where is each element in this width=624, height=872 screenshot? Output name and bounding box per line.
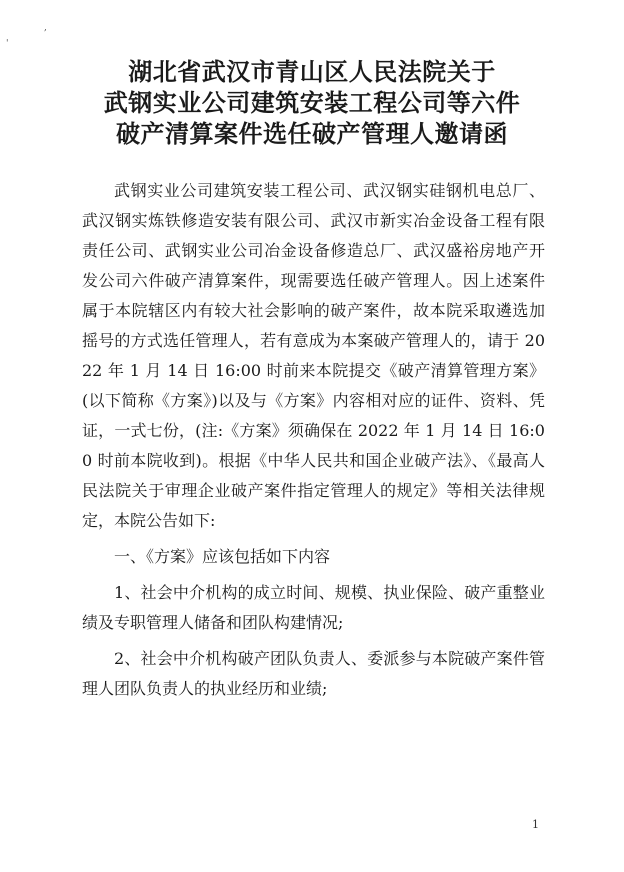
scan-speck: , bbox=[44, 23, 47, 33]
list-item: 2、社会中介机构破产团队负责人、委派参与本院破产案件管理人团队负责人的执业经历和业绩; bbox=[82, 649, 545, 698]
section-heading: 一、《方案》应该包括如下内容 bbox=[114, 547, 331, 566]
list-item: 1、社会中介机构的成立时间、规模、执业保险、破产重整业绩及专职管理人储备和团队构建情况; bbox=[82, 583, 545, 632]
scan-speck: ' bbox=[6, 39, 9, 49]
intro-paragraph: 武钢实业公司建筑安装工程公司、武汉钢实硅钢机电总厂、武汉钢实炼铁修造安装有限公司、武汉市新实冶金设备工程有限责任公司、武钢实业公司冶金设备修造总厂、武汉盛裕房地产开发公司六件破产清算案件，现需要选任破产管理人。因上述案件属于本院辖区内有较大社会影响的破产案件，故本院采取遴选加摇号的方式选任管理人，若有意成为本案破产管理人的，请于 2022 年 1 月 14 日 16:00 时前来本院提交《破产清算管理方案》(以下简称《方案》)以及与《方案》内容相对应的证件、资料、凭证，一式七份，(注:《方案》须确保在 2022 年 1 月 14 日 16:00 时前本院收到)。根据《中华人民共和国企业破产法》、《最高人民法院关于审理企业破产案件指定管理人的规定》等相关法律规定，本院公告如下: bbox=[82, 181, 545, 530]
title-line-3: 破产清算案件选任破产管理人邀请函 bbox=[116, 119, 508, 148]
title-line-2: 武钢实业公司建筑安装工程公司等六件 bbox=[103, 88, 521, 117]
document-title bbox=[0, 56, 624, 149]
title-line-1: 湖北省武汉市青山区人民法院关于 bbox=[128, 57, 496, 86]
page-number: 1 bbox=[532, 818, 539, 831]
document-body bbox=[82, 176, 545, 704]
